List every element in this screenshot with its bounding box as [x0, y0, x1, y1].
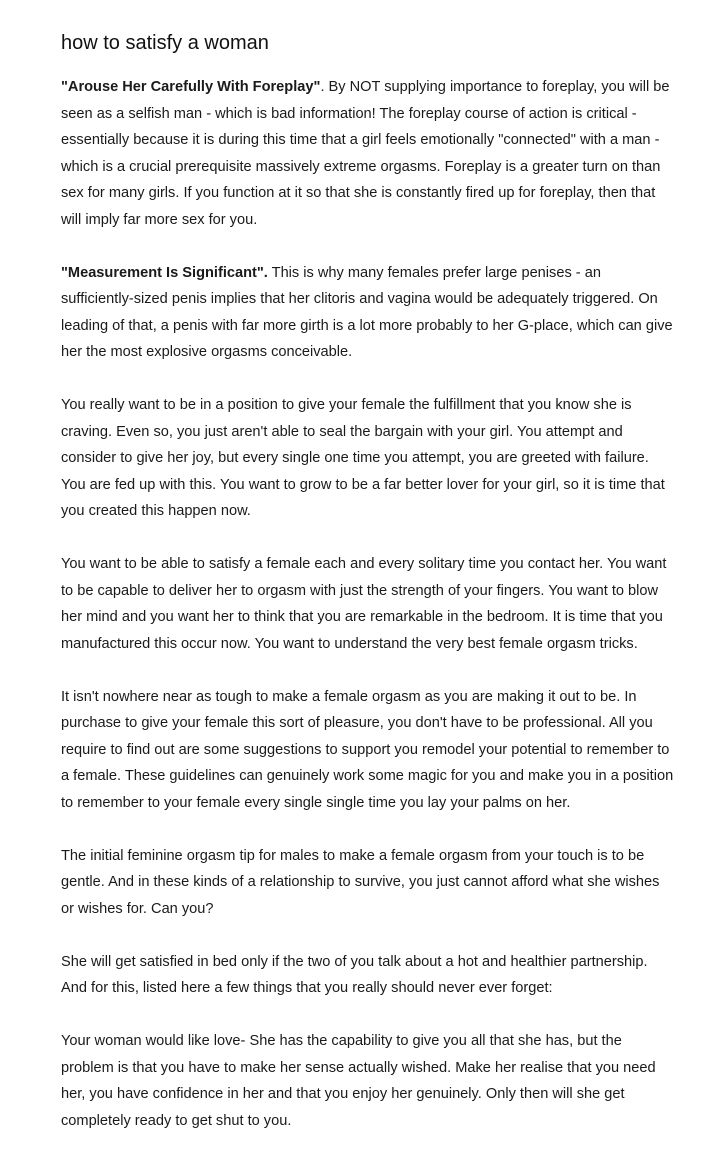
paragraph-foreplay	[61, 74, 675, 233]
paragraph-lead: "Measurement Is Significant".	[61, 264, 268, 281]
paragraph-text: Your woman would like love- She has the capability to give you all that she has, but the problem is that you have to make her sense actually wished. Make her realise that you need her, you have confidence in her and that you enjoy her genuinely. Only then will she get completely ready to get shut to you.	[61, 1033, 656, 1129]
paragraph-text: This is why many females prefer large penises - an sufficiently-sized penis implies that her clitoris and vagina would be adequately triggered. On leading of that, a penis with far more girth is a lot more probably to her G-place, which can give her the most explosive orgasms conceivable.	[61, 264, 673, 360]
paragraph-satisfy	[61, 551, 675, 657]
paragraph-lead: "Arouse Her Carefully With Foreplay"	[61, 79, 321, 95]
paragraph-partnership	[61, 949, 675, 1002]
document-page	[61, 30, 675, 1161]
paragraph-text: You want to be able to satisfy a female each and every solitary time you contact her. You want to be capable to deliver her to orgasm with just the strength of your fingers. You want to blow her mind and you want her to think that you are remarkable in the bedroom. It is time that you manufactured this occur now. You want to understand the very best female orgasm tricks.	[61, 556, 667, 652]
paragraph-text: It isn't nowhere near as tough to make a female orgasm as you are making it out to be. In purchase to give your female this sort of pleasure, you don't have to be professional. All you require to find out are some suggestions to support you remodel your potential to remember to a female. These guidelines can genuinely work some magic for you and make you in a position to remember to your female every single single time you lay your palms on her.	[61, 688, 674, 811]
document-title: how to satisfy a woman	[61, 32, 269, 54]
paragraph-love	[61, 1028, 675, 1134]
paragraph-text: The initial feminine orgasm tip for males to make a female orgasm from your touch is to be gentle. And in these kinds of a relationship to survive, you just cannot afford what she wishes or wishes for. Can you?	[61, 847, 660, 917]
paragraph-text: She will get satisfied in bed only if the two of you talk about a hot and healthier partnership. And for this, listed here a few things that you really should never ever forget:	[61, 953, 648, 996]
paragraph-tough	[61, 684, 675, 817]
paragraph-text: You really want to be in a position to give your female the fulfillment that you know she is craving. Even so, you just aren't able to seal the bargain with your girl. You attempt and consider to give her joy, but every single one time you attempt, you are greeted with failure. You are fed up with this. You want to grow to be a far better lover for your girl, so it is time that you created this happen now.	[61, 397, 665, 519]
paragraph-gentle	[61, 843, 675, 923]
paragraph-text: . By NOT supplying importance to foreplay, you will be seen as a selfish man - which is bad information! The foreplay course of action is critical - essentially because it is during this time that a girl feels emotionally "connected" with a man - which is a crucial prerequisite massively extreme orgasms. Foreplay is a greater turn on than sex for many girls. If you function at it so that she is constantly fired up for foreplay, then that will imply far more sex for you.	[61, 79, 670, 228]
paragraph-measurement	[61, 260, 675, 366]
paragraph-fulfillment	[61, 392, 675, 525]
